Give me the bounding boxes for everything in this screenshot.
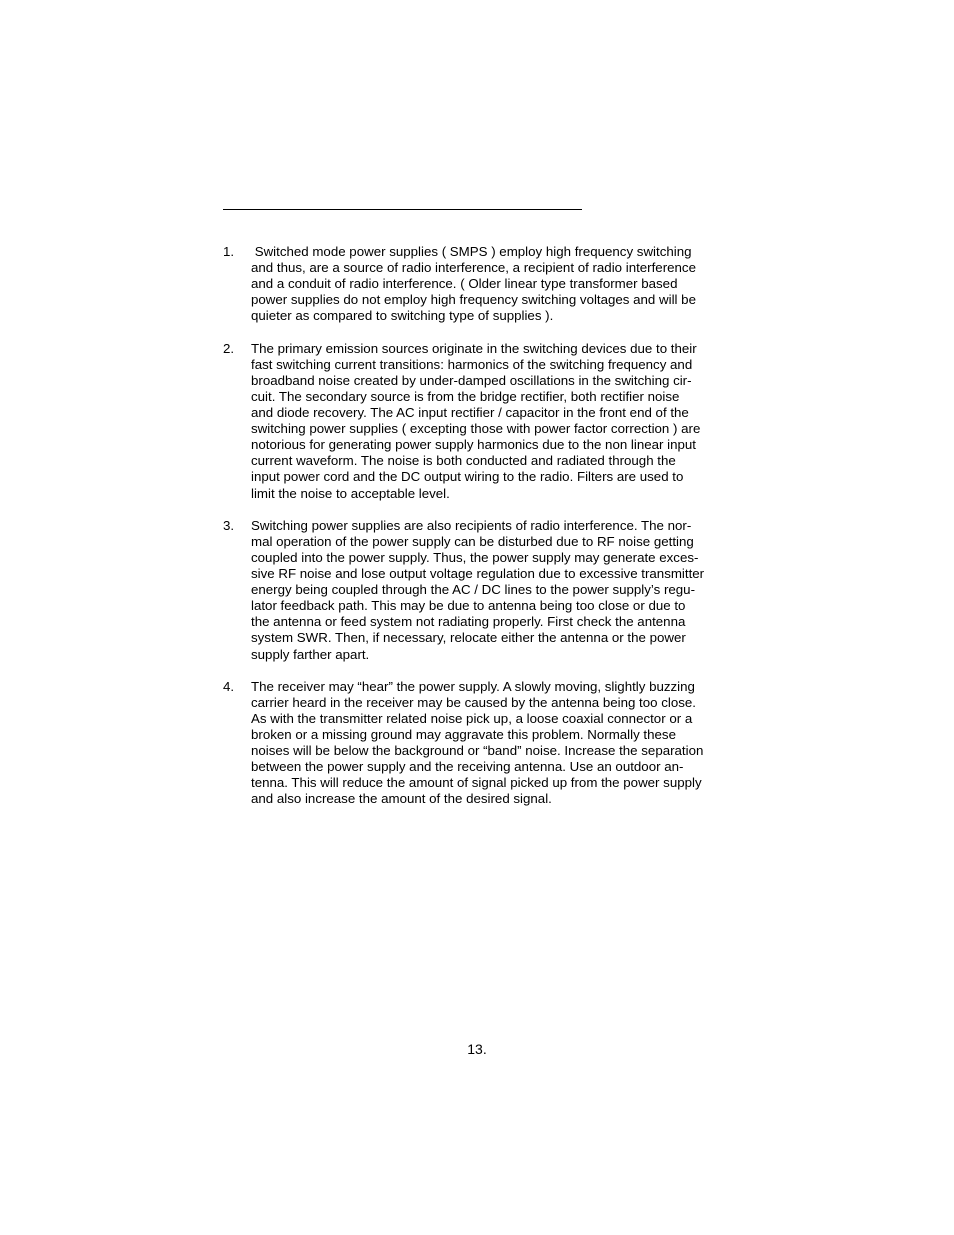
list-item — [223, 341, 743, 502]
text-line: broken or a missing ground may aggravate this problem. Normally these — [251, 727, 676, 743]
text-line: power supplies do not employ high frequency switching voltages and will be — [251, 292, 696, 308]
text-line: Switched mode power supplies ( SMPS ) employ high frequency switching — [251, 244, 692, 259]
list-item-number: 4. — [223, 678, 235, 694]
list-item — [223, 244, 743, 324]
text-line: and thus, are a source of radio interference, a recipient of radio interference — [251, 260, 696, 276]
text-line: sive RF noise and lose output voltage regulation due to excessive transmitter — [251, 566, 705, 582]
text-line: fast switching current transitions: harmonics of the switching frequency and — [251, 356, 693, 372]
text-line: tenna. This will reduce the amount of signal picked up from the power supply — [251, 775, 702, 791]
list-item — [223, 679, 743, 808]
list-item — [223, 518, 743, 663]
list-item-number: 2. — [223, 340, 235, 356]
text-line: supply farther apart. — [251, 646, 370, 662]
header-rule — [223, 209, 582, 210]
text-line: Switching power supplies are also recipients of radio interference. The nor- — [251, 517, 692, 533]
text-line: notorious for generating power supply harmonics due to the non linear input — [251, 437, 696, 453]
text-line: input power cord and the DC output wiring to the radio. Filters are used to — [251, 469, 684, 485]
list-item-text — [251, 244, 743, 324]
text-line: and a conduit of radio interference. ( Older linear type transformer based — [251, 276, 678, 292]
text-line: current waveform. The noise is both conducted and radiated through the — [251, 453, 676, 469]
text-line: between the power supply and the receiving antenna. Use an outdoor an- — [251, 759, 684, 775]
list-item-text — [251, 518, 743, 663]
text-line: cuit. The secondary source is from the bridge rectifier, both rectifier noise — [251, 388, 680, 404]
list-item-number: 3. — [223, 517, 235, 533]
page-number: 13. — [467, 1041, 487, 1057]
list-item-text — [251, 341, 743, 502]
text-line: coupled into the power supply. Thus, the power supply may generate exces- — [251, 549, 699, 565]
text-line: noises will be below the background or “band” noise. Increase the separation — [251, 743, 704, 759]
text-line: broadband noise created by under-damped oscillations in the switching cir- — [251, 372, 692, 388]
text-line: switching power supplies ( excepting those with power factor correction ) are — [251, 421, 701, 437]
text-line: system SWR. Then, if necessary, relocate either the antenna or the power — [251, 630, 686, 646]
text-line: As with the transmitter related noise pick up, a loose coaxial connector or a — [251, 711, 693, 726]
text-line: lator feedback path. This may be due to antenna being too close or due to — [251, 598, 686, 614]
text-line: carrier heard in the receiver may be caused by the antenna being too close. — [251, 694, 696, 710]
text-line: The primary emission sources originate in the switching devices due to their — [251, 340, 697, 356]
numbered-list — [223, 244, 743, 824]
text-line: and diode recovery. The AC input rectifier / capacitor in the front end of the — [251, 405, 689, 421]
list-item-number: 1. — [223, 244, 235, 259]
text-line: energy being coupled through the AC / DC lines to the power supply’s regu- — [251, 582, 695, 598]
text-line: and also increase the amount of the desired signal. — [251, 791, 552, 807]
text-line: the antenna or feed system not radiating properly. First check the antenna — [251, 614, 686, 630]
text-line: mal operation of the power supply can be disturbed due to RF noise getting — [251, 533, 694, 549]
list-item-text — [251, 679, 743, 808]
text-line: quieter as compared to switching type of supplies ). — [251, 308, 554, 324]
text-line: limit the noise to acceptable level. — [251, 485, 450, 501]
text-line: The receiver may “hear” the power supply. A slowly moving, slightly buzzing — [251, 678, 695, 694]
